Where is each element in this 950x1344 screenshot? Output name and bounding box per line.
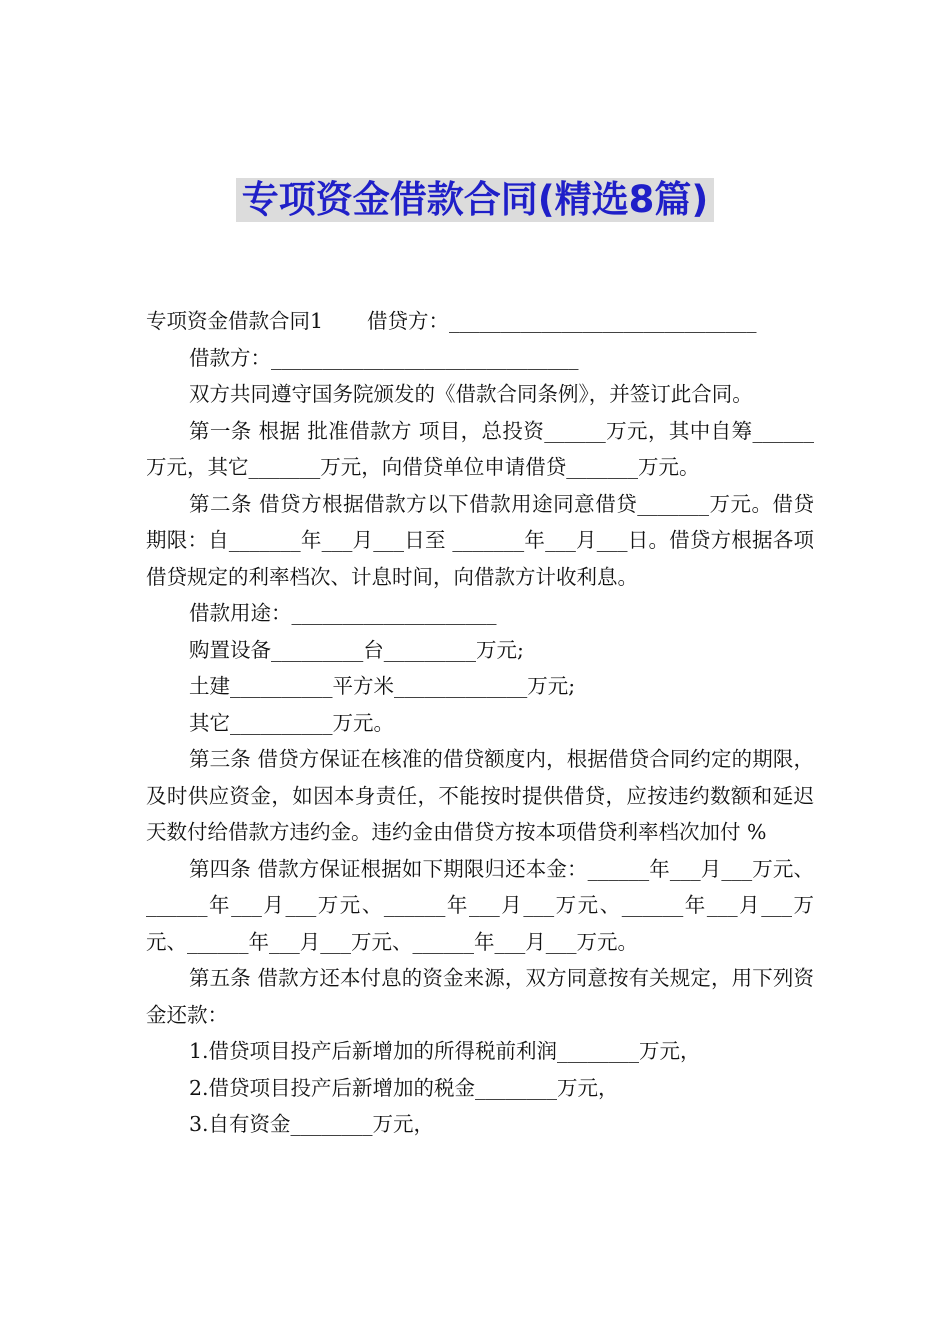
document-body: [146, 303, 814, 1143]
article-five-paragraph: 第五条 借款方还本付息的资金来源，双方同意按有关规定，用下列资金还款：: [146, 966, 814, 1027]
article-two-paragraph: 第二条 借贷方根据借款方以下借款用途同意借贷_______万元。借贷期限：自_______年___月___日至 _______年___月___日。借贷方根据各项借贷规定的利率档次、计息时间，向借款方计收利息。: [146, 491, 814, 589]
contract-number-heading: 专项资金借款合同1: [146, 309, 324, 333]
loan-purpose-line: 借款用途：____________________: [189, 601, 497, 625]
article-one-paragraph: 第一条 根据 批准借款方 项目，总投资______万元，其中自筹______万元，其它_______万元，向借贷单位申请借贷_______万元。: [146, 418, 814, 479]
article-four-paragraph: 第四条 借款方保证根据如下期限归还本金：______年___月___万元、______年___月___万元、______年___月___万元、______年___月___万元、______年___月___万元、______年___月___万元。: [146, 856, 814, 954]
construction-line: 土建__________平方米_____________万元;: [189, 674, 576, 698]
contract-heading-line: [146, 303, 814, 340]
repayment-source-item-3: 3.自有资金________万元，: [189, 1112, 435, 1136]
other-line: 其它__________万元。: [189, 710, 394, 735]
lender-field-line: 借贷方：______________________________: [367, 309, 757, 333]
repayment-source-item-2: 2.借贷项目投产后新增加的税金________万元，: [189, 1075, 619, 1100]
title-container: [0, 178, 950, 222]
equipment-line: 购置设备_________台_________万元;: [189, 637, 524, 662]
preamble-paragraph: 双方共同遵守国务院颁发的《借款合同条例》，并签订此合同。: [189, 382, 753, 406]
borrower-field-line: 借款方：______________________________: [189, 345, 579, 370]
document-title: 专项资金借款合同(精选8篇): [236, 178, 715, 222]
repayment-source-item-1: 1.借贷项目投产后新增加的所得税前利润________万元，: [189, 1039, 701, 1063]
article-three-paragraph: 第三条 借贷方保证在核准的借贷额度内，根据借贷合同约定的期限，及时供应资金，如因本身责任，不能按时提供借贷，应按违约数额和延迟天数付给借款方违约金。违约金由借贷方按本项借贷利率档次加付 %: [146, 747, 814, 844]
